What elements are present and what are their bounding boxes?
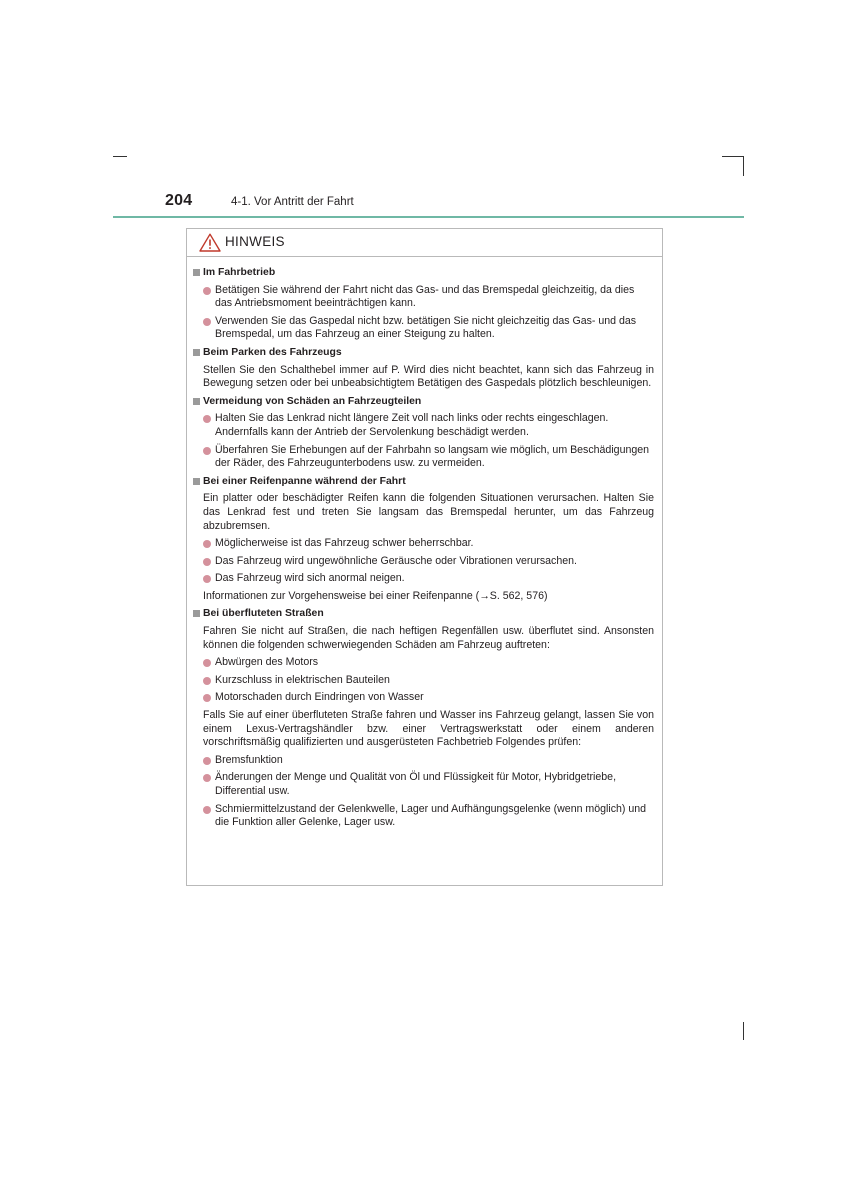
section-heading bbox=[187, 395, 662, 409]
section-paragraph: Falls Sie auf einer überfluteten Straße fahren und Wasser ins Fahrzeug gelangt, lassen Sie von einem Lexus-Vertragshändler bzw. einer Vertragswerkstatt oder einem anderen vorschriftsmäßig qualifizierten und ausgerüsteten Fachbetrieb Folgendes prüfen: bbox=[203, 709, 654, 749]
list-item-text: Kurzschluss in elektrischen Bauteilen bbox=[215, 673, 390, 686]
list-item bbox=[187, 315, 662, 342]
list-item bbox=[187, 803, 662, 830]
section-paragraph: Ein platter oder beschädigter Reifen kann die folgenden Situationen verursachen. Halten Sie das Lenkrad fest und treten Sie langsam das Bremspedal herunter, um das Fahrzeug abzubremsen. bbox=[203, 492, 654, 532]
section-square-icon bbox=[193, 398, 200, 405]
page-number: 204 bbox=[165, 192, 193, 209]
crop-mark-top-right-h bbox=[722, 156, 744, 157]
section-reifenpanne bbox=[187, 475, 662, 604]
section-vermeidung-von-schaeden bbox=[187, 395, 662, 471]
list-item bbox=[187, 572, 662, 586]
crop-mark-bottom-right-v bbox=[743, 1022, 744, 1040]
warning-box bbox=[186, 228, 663, 886]
section-heading-text: Vermeidung von Schäden an Fahrzeugteilen bbox=[203, 395, 422, 407]
bullet-icon bbox=[203, 694, 211, 702]
warning-triangle-icon bbox=[199, 233, 221, 252]
bullet-icon bbox=[203, 774, 211, 782]
list-item bbox=[187, 656, 662, 670]
section-title: 4-1. Vor Antritt der Fahrt bbox=[231, 196, 354, 208]
header-rule bbox=[113, 216, 744, 218]
list-item bbox=[187, 674, 662, 688]
warning-content bbox=[187, 266, 662, 834]
section-heading bbox=[187, 266, 662, 280]
bullet-icon bbox=[203, 447, 211, 455]
crop-mark-top-left bbox=[113, 156, 127, 157]
section-heading bbox=[187, 346, 662, 360]
section-heading-text: Bei einer Reifenpanne während der Fahrt bbox=[203, 475, 406, 487]
warning-title: HINWEIS bbox=[225, 234, 285, 249]
list-item-text: Betätigen Sie während der Fahrt nicht das Gas- und das Bremspedal gleichzeitig, da dies das Antriebsmoment beeinträchtigen kann. bbox=[215, 283, 635, 310]
list-item bbox=[187, 555, 662, 569]
list-item bbox=[187, 444, 662, 471]
bullet-icon bbox=[203, 287, 211, 295]
bullet-icon bbox=[203, 558, 211, 566]
list-item bbox=[187, 754, 662, 768]
list-item bbox=[187, 284, 662, 311]
bullet-icon bbox=[203, 757, 211, 765]
section-square-icon bbox=[193, 478, 200, 485]
list-item-text: Überfahren Sie Erhebungen auf der Fahrbahn so langsam wie möglich, um Beschädigungen der Räder, des Fahrzeugunterbodens usw. zu vermeiden. bbox=[215, 443, 650, 470]
section-square-icon bbox=[193, 349, 200, 356]
list-item bbox=[187, 691, 662, 705]
section-heading bbox=[187, 607, 662, 621]
section-paragraph: Fahren Sie nicht auf Straßen, die nach heftigen Regenfällen usw. überflutet sind. Ansonsten können die folgenden schwerwiegenden Schäden am Fahrzeug auftreten: bbox=[203, 625, 654, 651]
section-beim-parken bbox=[187, 346, 662, 391]
bullet-icon bbox=[203, 806, 211, 814]
list-item-text: Motorschaden durch Eindringen von Wasser bbox=[215, 691, 424, 704]
list-item bbox=[187, 412, 662, 439]
page-reference-note: Informationen zur Vorgehensweise bei einer Reifenpanne (→S. 562, 576) bbox=[203, 589, 548, 602]
section-heading-text: Im Fahrbetrieb bbox=[203, 267, 276, 278]
section-im-fahrbetrieb bbox=[187, 266, 662, 342]
list-item-text: Das Fahrzeug wird ungewöhnliche Geräusche oder Vibrationen verursachen. bbox=[215, 554, 577, 567]
bullet-icon bbox=[203, 575, 211, 583]
list-item-text: Bremsfunktion bbox=[215, 753, 283, 766]
bullet-icon bbox=[203, 540, 211, 548]
section-square-icon bbox=[193, 269, 200, 276]
list-item-text: Schmiermittelzustand der Gelenkwelle, Lager und Aufhängungsgelenke (wenn möglich) und die Funktion aller Gelenke, Lager usw. bbox=[215, 802, 647, 829]
list-item-text: Das Fahrzeug wird sich anormal neigen. bbox=[215, 572, 405, 585]
section-ueberflutete-strassen bbox=[187, 607, 662, 829]
bullet-icon bbox=[203, 318, 211, 326]
bullet-icon bbox=[203, 659, 211, 667]
list-item-text: Änderungen der Menge und Qualität von Öl und Flüssigkeit für Motor, Hybridgetriebe, Differential usw. bbox=[215, 771, 617, 797]
bullet-icon bbox=[203, 677, 211, 685]
list-item bbox=[187, 771, 662, 798]
bullet-icon bbox=[203, 415, 211, 423]
list-item bbox=[187, 537, 662, 551]
section-heading-text: Bei überfluteten Straßen bbox=[203, 608, 324, 620]
list-item-text: Halten Sie das Lenkrad nicht längere Zeit voll nach links oder rechts eingeschlagen. Andernfalls kann der Antrieb der Servolenkung beschädigt werden. bbox=[215, 412, 609, 438]
section-heading bbox=[187, 475, 662, 489]
crop-mark-top-right-v bbox=[743, 156, 744, 176]
list-item-text: Abwürgen des Motors bbox=[215, 656, 319, 669]
section-heading-text: Beim Parken des Fahrzeugs bbox=[203, 346, 342, 358]
section-paragraph: Stellen Sie den Schalthebel immer auf P. Wird dies nicht beachtet, kann sich das Fahrzeug in Bewegung setzen oder bei unbeabsichtigtem Betätigen des Gaspedals plötzlich beschleunigen. bbox=[203, 363, 654, 390]
warning-header bbox=[187, 229, 662, 257]
list-item-text: Möglicherweise ist das Fahrzeug schwer beherrschbar. bbox=[215, 537, 474, 550]
section-square-icon bbox=[193, 610, 200, 617]
list-item-text: Verwenden Sie das Gaspedal nicht bzw. betätigen Sie nicht gleichzeitig das Gas- und das Bremspedal, um das Fahrzeug an einer Steigung zu halten. bbox=[215, 314, 637, 341]
